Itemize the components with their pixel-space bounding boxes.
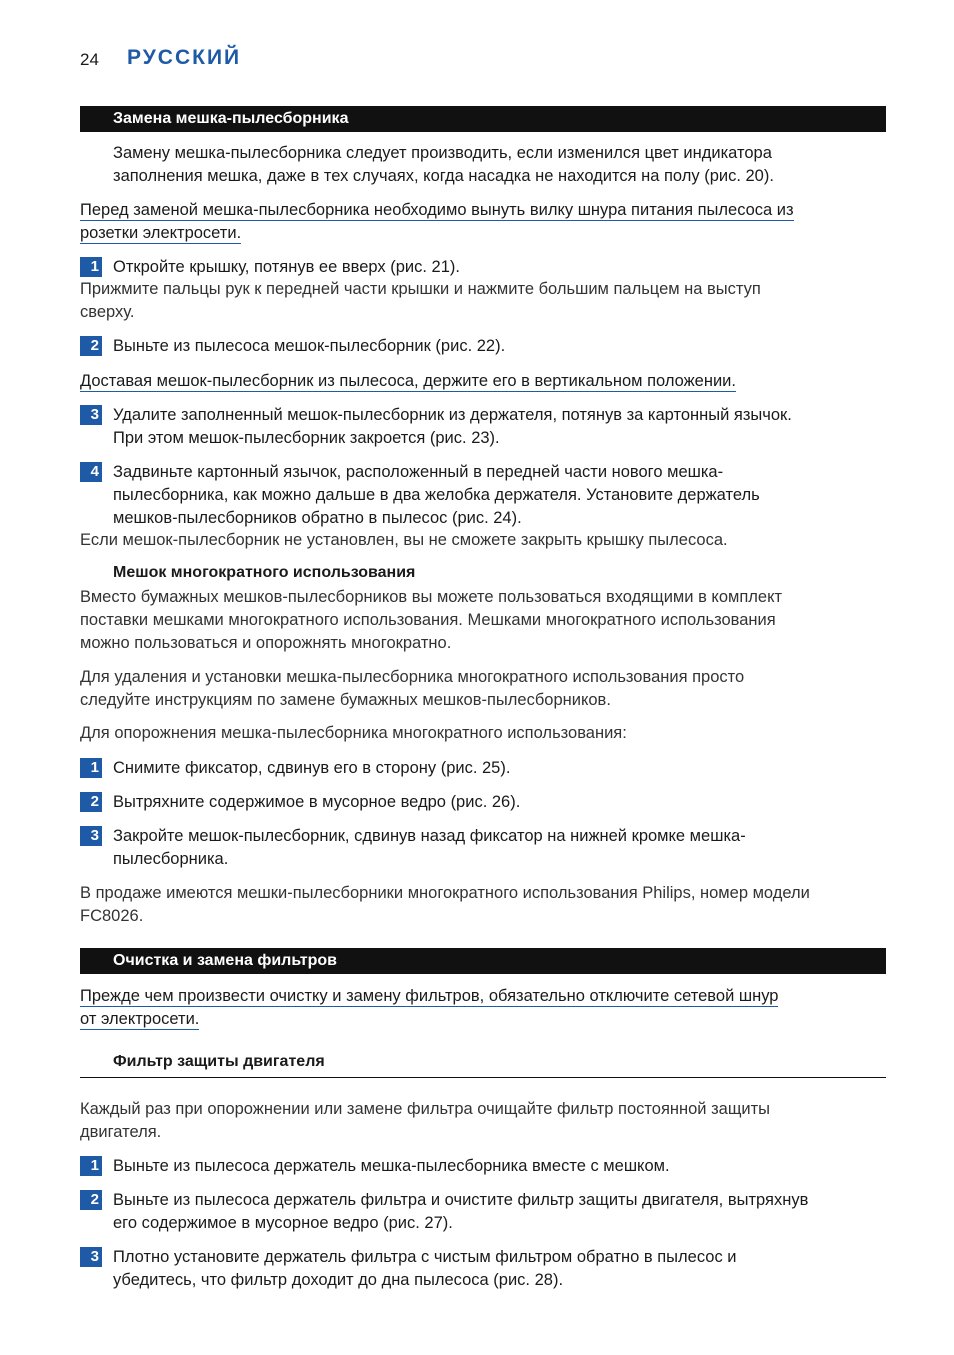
text-line: Прижмите пальцы рук к передней части крышки и нажмите большим пальцем на выступ (80, 280, 761, 298)
text-line: FC8026. (80, 907, 144, 925)
step-text (113, 461, 886, 530)
text-line: Каждый раз при опорожнении или замене фильтра очищайте фильтр постоянной защиты (80, 1100, 771, 1118)
text-line: поставки мешками многократного использования. Мешками многократного использования (80, 611, 776, 629)
text-line: розетки электросети. (80, 224, 242, 242)
reusable-step-2 (80, 791, 886, 814)
reusable-paragraph-2 (80, 666, 744, 712)
text-line: его содержимое в мусорное ведро (рис. 27). (113, 1214, 453, 1232)
language-title: РУССКИЙ (127, 46, 242, 69)
note-press-lid (80, 278, 761, 324)
step-number: 4 (80, 462, 102, 482)
reusable-paragraph-1 (80, 586, 782, 655)
note-no-bag: Если мешок-пылесборник не установлен, вы не сможете закрыть крышку пылесоса. (80, 531, 728, 549)
reusable-paragraph-3: Для опорожнения мешка-пылесборника многократного использования: (80, 724, 627, 742)
step-4-insert-bag (80, 461, 886, 530)
section-heading-bag-replacement: Замена мешка-пылесборника (80, 106, 886, 132)
text-line: от электросети. (80, 1010, 200, 1028)
step-number: 1 (80, 1156, 102, 1176)
section-heading-filters: Очистка и замена фильтров (80, 948, 886, 974)
step-1-open-lid (80, 256, 886, 279)
filter-step-1 (80, 1155, 886, 1178)
text-line: можно пользоваться и опорожнять многократно. (80, 634, 452, 652)
text-line: Вместо бумажных мешков-пылесборников вы можете пользоваться входящими в комплект (80, 588, 783, 606)
text-line: следуйте инструкциям по замене бумажных мешков-пылесборников. (80, 691, 611, 709)
text-line: пылесборника. (113, 850, 229, 868)
text-line: Перед заменой мешка-пылесборника необходимо вынуть вилку шнура питания пылесоса из (80, 201, 794, 219)
reusable-step-1 (80, 757, 886, 780)
step-text: Снимите фиксатор, сдвинув его в сторону (рис. 25). (113, 759, 511, 777)
warning-vertical (80, 370, 736, 393)
reusable-paragraph-model (80, 882, 810, 928)
text-line: Доставая мешок-пылесборник из пылесоса, держите его в вертикальном положении. (80, 372, 736, 390)
step-text: Выньте из пылесоса мешок-пылесборник (рис. 22). (113, 337, 506, 355)
text-line: Для удаления и установки мешка-пылесборника многократного использования просто (80, 668, 745, 686)
subheading-reusable-bag: Мешок многократного использования (113, 564, 416, 581)
text-line: убедитесь, что фильтр доходит до дна пылесоса (рис. 28). (113, 1271, 564, 1289)
step-number: 3 (80, 826, 102, 846)
page-number: 24 (80, 50, 99, 69)
text-line: Замену мешка-пылесборника следует производить, если изменился цвет индикатора (113, 144, 772, 162)
step-text (113, 1189, 886, 1235)
step-number: 1 (80, 758, 102, 778)
step-text (113, 1246, 886, 1292)
step-number: 3 (80, 405, 102, 425)
step-number: 1 (80, 257, 102, 277)
text-line: Выньте из пылесоса держатель фильтра и очистите фильтр защиты двигателя, вытряхнув (113, 1191, 809, 1209)
motor-filter-paragraph (80, 1098, 770, 1144)
text-line: пылесборника, как можно дальше в два желобка держателя. Установите держатель (113, 486, 760, 504)
warning-unplug (80, 199, 794, 245)
step-number: 2 (80, 336, 102, 356)
text-line: При этом мешок-пылесборник закроется (рис. 23). (113, 429, 500, 447)
text-line: Закройте мешок-пылесборник, сдвинув назад фиксатор на нижней кромке мешка- (113, 827, 746, 845)
step-text: Вытряхните содержимое в мусорное ведро (рис. 26). (113, 793, 521, 811)
step-3-remove-full-bag (80, 404, 886, 450)
step-text (113, 404, 886, 450)
filter-step-3 (80, 1246, 886, 1292)
step-text (113, 825, 886, 871)
warning-disconnect (80, 985, 778, 1031)
text-line: заполнения мешка, даже в тех случаях, когда насадка не находится на полу (рис. 20). (113, 167, 774, 185)
subheading-divider (80, 1077, 886, 1078)
reusable-step-3 (80, 825, 886, 871)
text-line: Удалите заполненный мешок-пылесборник из держателя, потянув за картонный язычок. (113, 406, 792, 424)
text-line: сверху. (80, 303, 135, 321)
text-line: Плотно установите держатель фильтра с чистым фильтром обратно в пылесос и (113, 1248, 737, 1266)
text-line: двигателя. (80, 1123, 162, 1141)
intro-paragraph (113, 142, 774, 188)
text-line: мешков-пылесборников обратно в пылесос (рис. 24). (113, 509, 522, 527)
step-number: 2 (80, 1190, 102, 1210)
step-text: Откройте крышку, потянув ее вверх (рис. 21). (113, 258, 460, 276)
text-line: Прежде чем произвести очистку и замену фильтров, обязательно отключите сетевой шнур (80, 987, 779, 1005)
text-line: В продаже имеются мешки-пылесборники многократного использования Philips, номер модели (80, 884, 810, 902)
filter-step-2 (80, 1189, 886, 1235)
text-line: Задвиньте картонный язычок, расположенный в передней части нового мешка- (113, 463, 724, 481)
step-number: 2 (80, 792, 102, 812)
step-text: Выньте из пылесоса держатель мешка-пылесборника вместе с мешком. (113, 1157, 670, 1175)
step-number: 3 (80, 1247, 102, 1267)
subheading-motor-filter: Фильтр защиты двигателя (113, 1053, 325, 1070)
step-2-remove-bag (80, 335, 886, 358)
